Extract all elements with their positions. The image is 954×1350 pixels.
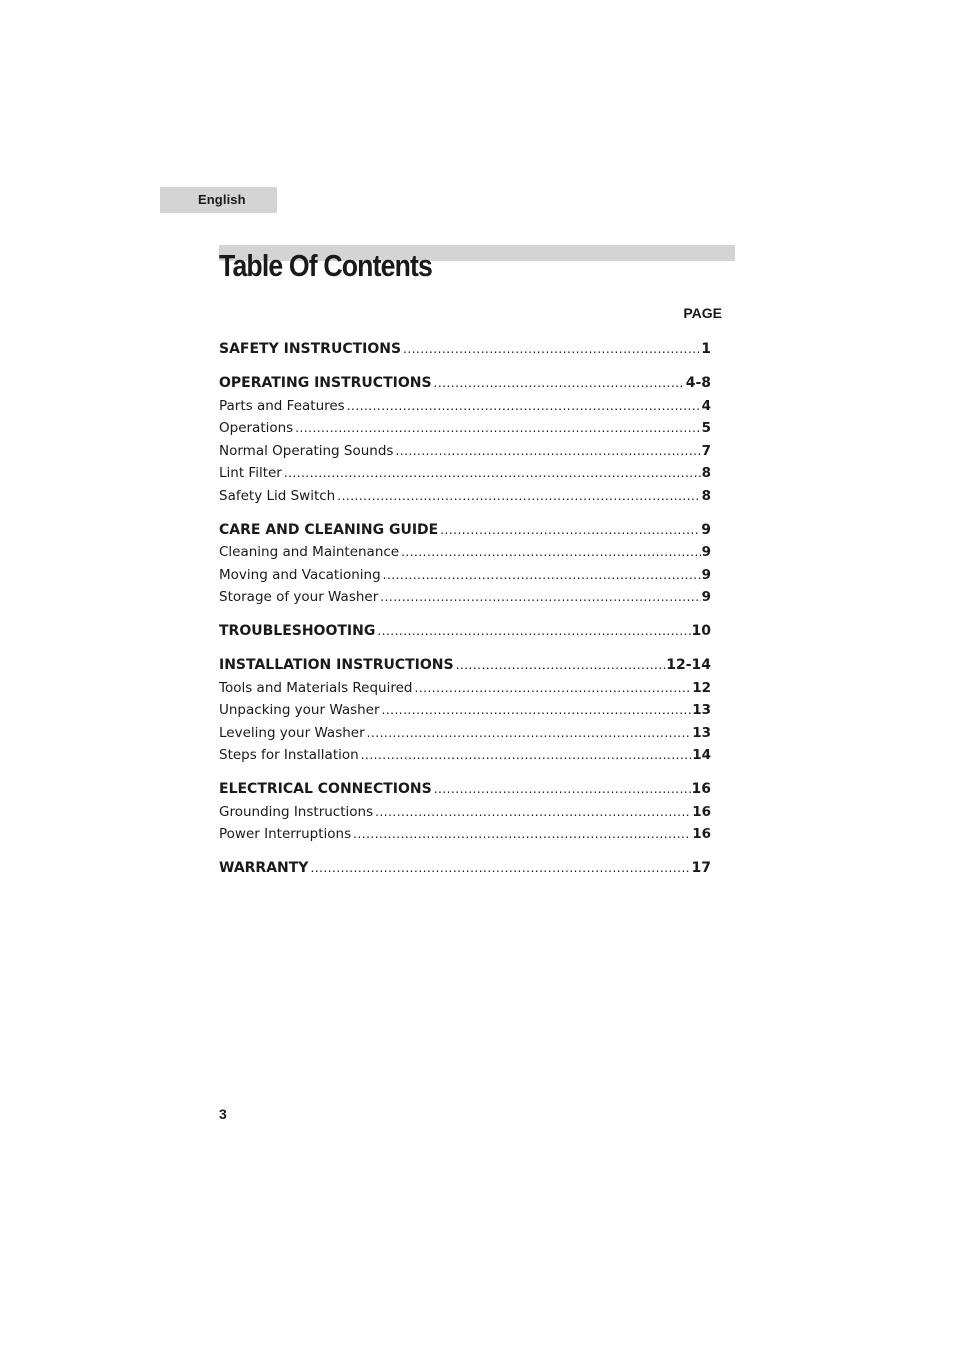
toc-section — [219, 778, 711, 846]
toc-entry[interactable] — [219, 677, 711, 700]
toc-heading[interactable] — [219, 519, 711, 542]
dot-leader — [375, 801, 691, 824]
toc-entry[interactable] — [219, 801, 711, 824]
dot-leader — [401, 541, 700, 564]
toc-page-number: 13 — [692, 702, 711, 718]
toc-heading[interactable] — [219, 857, 711, 880]
toc-entry[interactable] — [219, 485, 711, 508]
toc-entry[interactable] — [219, 823, 711, 846]
dot-leader — [284, 462, 701, 485]
toc-heading-label: OPERATING INSTRUCTIONS — [219, 375, 432, 391]
toc-entry-label: Normal Operating Sounds — [219, 442, 394, 459]
toc-page-number: 9 — [701, 521, 711, 538]
toc-heading[interactable] — [219, 654, 711, 677]
toc-section — [219, 372, 711, 507]
toc-entry[interactable] — [219, 395, 711, 418]
toc-entry[interactable] — [219, 744, 711, 767]
toc-page-number: 5 — [701, 420, 711, 436]
toc-section — [219, 654, 711, 767]
dot-leader — [382, 699, 692, 722]
toc-section — [219, 620, 711, 643]
dot-leader — [415, 677, 692, 700]
toc-page-number: 9 — [701, 544, 711, 560]
dot-leader — [377, 620, 690, 643]
toc-page-number: 9 — [701, 566, 711, 583]
toc-page-number: 8 — [701, 487, 711, 504]
toc-page-number: 16 — [691, 781, 711, 797]
dot-leader — [403, 338, 700, 361]
page-column-label: PAGE — [683, 305, 722, 321]
toc-entry-label: Cleaning and Maintenance — [219, 544, 400, 560]
toc-page-number: 16 — [692, 826, 711, 842]
dot-leader — [380, 586, 700, 609]
language-tab: English — [160, 187, 277, 213]
page-number: 3 — [219, 1106, 227, 1122]
toc-entry[interactable] — [219, 699, 711, 722]
toc-entry-label: Grounding Instructions — [219, 803, 374, 820]
toc-entry-label: Safety Lid Switch — [219, 487, 336, 504]
toc-entry-label: Operations — [219, 420, 294, 436]
toc-entry-label: Power Interruptions — [219, 826, 352, 842]
dot-leader — [310, 857, 690, 880]
dot-leader — [456, 654, 666, 677]
toc-page-number: 14 — [692, 747, 711, 763]
toc-section — [219, 338, 711, 361]
toc-heading-label: INSTALLATION INSTRUCTIONS — [219, 657, 454, 673]
toc-entry[interactable] — [219, 417, 711, 440]
toc-page-number: 10 — [691, 623, 711, 639]
toc-page-number: 9 — [701, 589, 711, 605]
dot-leader — [434, 778, 691, 801]
toc-entry-label: Tools and Materials Required — [219, 679, 413, 696]
dot-leader — [383, 564, 701, 587]
toc-page-number: 7 — [701, 442, 711, 459]
dot-leader — [395, 440, 700, 463]
toc-entry-label: Lint Filter — [219, 465, 282, 481]
dot-leader — [440, 519, 700, 542]
toc-entry-label: Unpacking your Washer — [219, 702, 380, 718]
toc-entry[interactable] — [219, 564, 711, 587]
dot-leader — [361, 744, 692, 767]
toc-heading[interactable] — [219, 620, 711, 643]
toc-page-number: 16 — [692, 803, 711, 820]
table-of-contents — [219, 338, 711, 891]
toc-entry-label: Moving and Vacationing — [219, 566, 381, 583]
toc-entry[interactable] — [219, 722, 711, 745]
dot-leader — [353, 823, 691, 846]
dot-leader — [337, 485, 700, 508]
dot-leader — [347, 395, 701, 418]
dot-leader — [367, 722, 692, 745]
page-title: Table Of Contents — [219, 248, 432, 283]
toc-page-number: 12-14 — [666, 657, 711, 673]
toc-entry[interactable] — [219, 462, 711, 485]
toc-entry-label: Storage of your Washer — [219, 589, 379, 605]
toc-page-number: 4 — [701, 397, 711, 414]
toc-heading-label: CARE AND CLEANING GUIDE — [219, 521, 439, 538]
toc-page-number: 12 — [692, 679, 711, 696]
toc-heading[interactable] — [219, 372, 711, 395]
dot-leader — [434, 372, 685, 395]
toc-heading-label: ELECTRICAL CONNECTIONS — [219, 781, 432, 797]
toc-entry[interactable] — [219, 541, 711, 564]
toc-entry[interactable] — [219, 440, 711, 463]
toc-heading-label: TROUBLESHOOTING — [219, 623, 376, 639]
toc-heading-label: WARRANTY — [219, 860, 309, 876]
toc-entry-label: Leveling your Washer — [219, 724, 365, 741]
toc-entry-label: Steps for Installation — [219, 747, 359, 763]
toc-section — [219, 857, 711, 880]
toc-heading-label: SAFETY INSTRUCTIONS — [219, 341, 402, 357]
toc-entry-label: Parts and Features — [219, 397, 345, 414]
toc-heading[interactable] — [219, 778, 711, 801]
toc-entry[interactable] — [219, 586, 711, 609]
toc-heading[interactable] — [219, 338, 711, 361]
toc-section — [219, 519, 711, 609]
toc-page-number: 17 — [691, 860, 711, 876]
toc-page-number: 8 — [701, 465, 711, 481]
toc-page-number: 4-8 — [685, 375, 711, 391]
dot-leader — [295, 417, 700, 440]
toc-page-number: 1 — [701, 341, 711, 357]
toc-page-number: 13 — [692, 724, 711, 741]
